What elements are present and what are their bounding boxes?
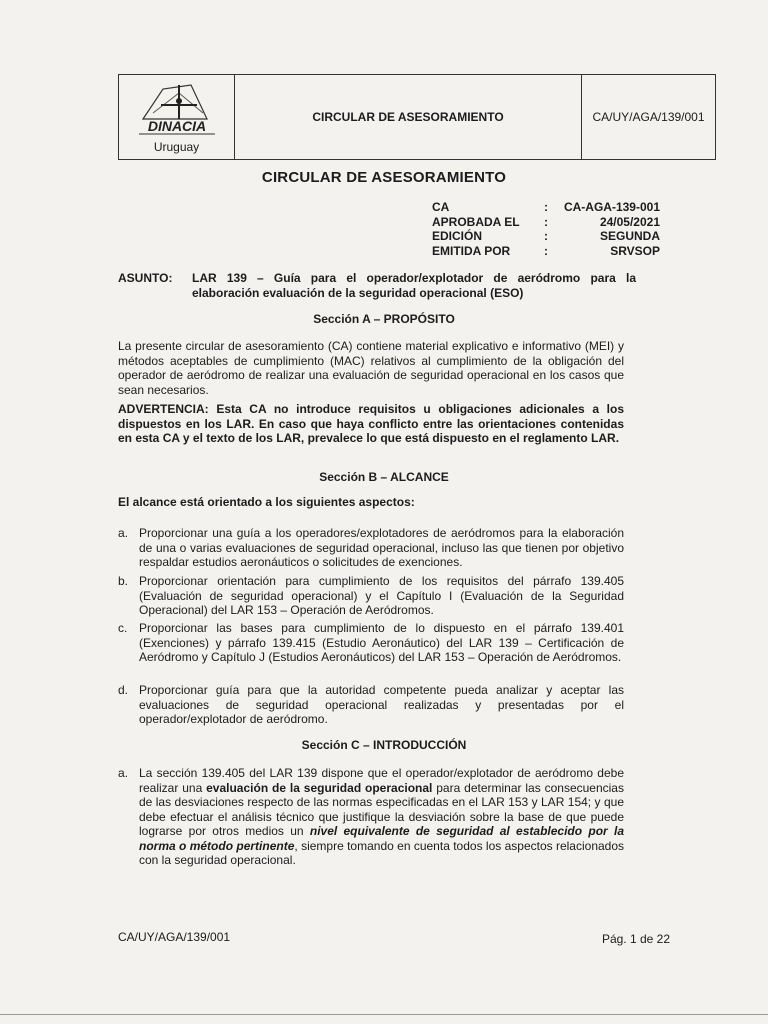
header-title: CIRCULAR DE ASESORAMIENTO [235,75,582,159]
list-text: Proporcionar las bases para cumplimiento de lo dispuesto en el párrafo 139.401 (Exenciones) y párrafo 139.415 (Estudio Aeronáutico) del LAR 139 – Certificación de Aeródromo y Capítulo J (Estudios Aeronáuticos) del LAR 153 – Operación de Aeródromos. [139,621,624,664]
intro-emphasis-italic: nivel equivalente de seguridad al establecido por la norma o método pertinente [139,824,624,853]
footer-page-number: Pág. 1 de 22 [601,932,670,946]
metadata-sep: : [544,214,548,229]
section-a-paragraph: La presente circular de asesoramiento (CA) contiene material explicativo e informativo (MEI) y métodos aceptables de cumplimiento (MAC) relativos al cumplimiento de la obligación del operador de aeródromo de realizar una evaluación de seguridad operacional en los casos que sean necesarios. [118,339,624,397]
metadata-sep: : [544,229,548,243]
list-item [118,526,624,570]
section-a-heading: Sección A – PROPÓSITO [313,312,455,326]
metadata-row [432,244,660,259]
subject-block [118,271,636,301]
list-text: Proporcionar guía para que la autoridad competente pueda analizar y aceptar las evaluaciones de seguridad operacional realizadas y presentadas por el operador/explotador de aeródromo. [139,683,624,726]
metadata-sep: : [544,200,548,214]
metadata-key: EDICIÓN [432,229,483,243]
warning-paragraph [118,402,624,446]
list-text: Proporcionar una guía a los operadores/explotadores de aeródromos para la elaboración de una o varias evaluaciones de seguridad operacional, incluso las que tienen por objetivo respaldar estudios aeronáuticos o solicitudes de exenciones. [139,526,624,569]
list-item [118,574,624,618]
intro-text-part: , siempre tomando en cuenta todos los aspectos relacionados con la seguridad operacional. [139,838,625,867]
dinacia-logo-icon [133,79,221,141]
intro-text-part: La sección 139.405 del LAR 139 dispone que el operador/explotador de aeródromo debe realizar una [139,766,624,795]
metadata-value: 24/05/2021 [599,214,660,229]
list-marker: c. [118,621,128,635]
document-title: CIRCULAR DE ASESORAMIENTO [261,169,507,186]
list-text [139,766,624,868]
metadata-sep: : [544,243,548,258]
header-country: Uruguay [153,140,200,154]
list-marker: d. [118,683,129,697]
warning-label: ADVERTENCIA: [118,402,209,416]
metadata-key: CA [432,200,450,214]
metadata-row [432,215,660,230]
warning-text: Esta CA no introduce requisitos u obligaciones adicionales a los dispuestos en los LAR. En caso que haya conflicto entre las orientaciones contenidas en esta CA y el texto de los LAR, prevalece lo que está dispuesto en el reglamento LAR. [118,402,624,445]
metadata-key: APROBADA EL [432,214,520,229]
metadata-table [432,200,660,258]
header-box [118,74,716,160]
metadata-value: SRVSOP [610,243,660,258]
metadata-value: CA-AGA-139-001 [563,200,660,214]
section-b-heading: Sección B – ALCANCE [319,470,449,484]
section-b-intro: El alcance está orientado a los siguientes aspectos: [118,495,415,509]
page-edge-line [0,1014,768,1015]
intro-text-part: para determinar las consecuencias de las desviaciones respecto de las normas especificadas en el LAR 153 y LAR 154; y que debe efectuar el análisis técnico que justifique la desviación sobre la base de que puede lograrse por otros medios un [139,780,624,838]
list-marker: b. [118,574,129,588]
agency-logo-cell [119,75,235,159]
subject-text: LAR 139 – Guía para el operador/explotador de aeródromo para la elaboración evaluación de la seguridad operacional (ESO) [192,271,636,300]
metadata-value: SEGUNDA [599,229,660,243]
list-marker: a. [118,526,129,540]
list-item [118,683,624,727]
intro-emphasis: evaluación de la seguridad operacional [206,780,433,795]
footer-code: CA/UY/AGA/139/001 [118,930,231,944]
section-c-heading: Sección C – INTRODUCCIÓN [301,738,467,752]
list-item [118,766,624,868]
list-item [118,621,624,665]
header-code: CA/UY/AGA/139/001 [592,110,705,124]
list-marker: a. [118,766,129,780]
subject-label: ASUNTO: [118,271,173,285]
metadata-row [432,200,660,215]
list-text: Proporcionar orientación para cumplimiento de los requisitos del párrafo 139.405 (Evaluación de seguridad operacional) y el Capítulo I (Evaluación de la Seguridad Operacional) del LAR 153 – Operación de Aeródromos. [139,574,624,617]
metadata-row [432,229,660,244]
svg-text:DINACIA: DINACIA [147,118,207,134]
metadata-key: EMITIDA POR [432,243,511,258]
